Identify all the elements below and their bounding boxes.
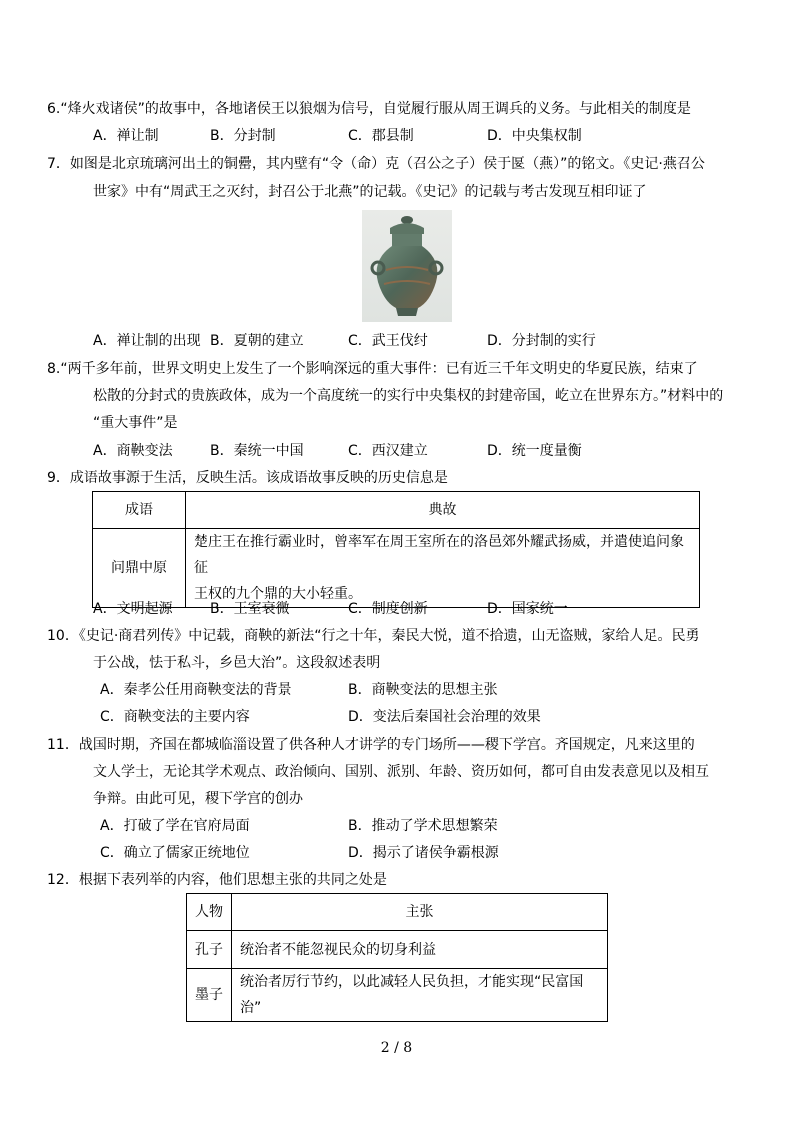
q8-option-d: D．统一度量衡 — [487, 443, 582, 459]
q7-stem-line1: 7．如图是北京琉璃河出土的铜罍，其内壁有“令（命）克（召公之子）侯于匽（燕）”的铭文。《史记·燕召公 — [47, 156, 705, 172]
q9-stem: 9．成语故事源于生活，反映生活。该成语故事反映的历史信息是 — [47, 470, 448, 486]
q8-option-c: C．西汉建立 — [348, 443, 428, 459]
q11-option-d: D．揭示了诸侯争霸根源 — [348, 845, 499, 861]
q7-option-a: A．禅让制的出现 — [93, 333, 201, 349]
q8-stem-line2: 松散的分封式的贵族政体，成为一个高度统一的实行中央集权的封建帝国，屹立在世界东方。”材料中的 — [93, 388, 724, 404]
q10-stem-line1: 10．《史记·商君列传》中记载，商鞅的新法“行之十年，秦民大悦，道不拾遗，山无盗贼，家给人足。民勇 — [47, 628, 700, 644]
q6-option-d: D．中央集权制 — [487, 128, 582, 144]
q8-stem-line1: 8.“两千多年前，世界文明史上发生了一个影响深远的重大事件：已有近三千年文明史的华夏民族，结束了 — [47, 361, 698, 377]
q6-option-b: B．分封制 — [210, 128, 276, 144]
q6-stem: 6.“烽火戏诸侯”的故事中，各地诸侯王以狼烟为信号，自觉履行服从周王调兵的义务。与此相关的制度是 — [47, 101, 691, 117]
bronze-lei-image — [362, 210, 452, 322]
q12-header-person: 人物 — [187, 894, 232, 931]
q8-option-a: A．商鞅变法 — [93, 443, 173, 459]
q11-stem-line3: 争辩。由此可见，稷下学宫的创办 — [93, 791, 303, 807]
q11-option-c: C．确立了儒家正统地位 — [100, 845, 250, 861]
q9-header-idiom: 成语 — [93, 492, 186, 529]
q9-idiom-table — [92, 491, 700, 608]
bronze-vessel-icon — [362, 210, 452, 322]
q10-stem-line2: 于公战，怯于私斗，乡邑大治”。这段叙述表明 — [93, 655, 381, 671]
q12-idea-confucius: 统治者不能忽视民众的切身利益 — [232, 931, 608, 969]
q9-idiom-cell: 问鼎中原 — [93, 529, 186, 608]
q12-header-idea: 主张 — [232, 894, 608, 931]
q7-option-c: C．武王伐纣 — [348, 333, 428, 349]
q9-option-c: C．制度创新 — [348, 601, 428, 617]
q11-option-b: B．推动了学术思想繁荣 — [348, 818, 498, 834]
q9-option-a: A．文明起源 — [93, 601, 173, 617]
q12-person-confucius: 孔子 — [187, 931, 232, 969]
q10-option-a: A．秦孝公任用商鞅变法的背景 — [100, 682, 292, 698]
q12-stem: 12．根据下表列举的内容，他们思想主张的共同之处是 — [47, 872, 387, 888]
page-number: 2 / 8 — [380, 1040, 413, 1056]
q7-option-b: B．夏朝的建立 — [210, 333, 304, 349]
q10-option-b: B．商鞅变法的思想主张 — [348, 682, 498, 698]
q7-option-d: D．分封制的实行 — [487, 333, 596, 349]
q12-thinkers-table — [186, 893, 608, 1022]
q9-header-story: 典故 — [186, 492, 700, 529]
q6-option-a: A．禅让制 — [93, 128, 159, 144]
q12-idea-mozi: 统治者厉行节约，以此减轻人民负担，才能实现“民富国治” — [232, 969, 608, 1022]
q7-stem-line2: 世家》中有“周武王之灭纣，封召公于北燕”的记载。《史记》的记载与考古发现互相印证了 — [93, 184, 647, 200]
q10-option-c: C．商鞅变法的主要内容 — [100, 709, 250, 725]
q9-option-d: D．国家统一 — [487, 601, 568, 617]
q9-story-line1: 楚庄王在推行霸业时，曾率军在周王室所在的洛邑郊外耀武扬威，并遣使追问象征 — [194, 534, 684, 576]
q11-stem-line1: 11．战国时期，齐国在都城临淄设置了供各种人才讲学的专门场所——稷下学宫。齐国规定，凡来这里的 — [47, 737, 695, 753]
q8-option-b: B．秦统一中国 — [210, 443, 304, 459]
q10-option-d: D．变法后秦国社会治理的效果 — [348, 709, 541, 725]
q12-person-mozi: 墨子 — [187, 969, 232, 1022]
q11-option-a: A．打破了学在官府局面 — [100, 818, 250, 834]
q9-story-line2: 王权的九个鼎的大小轻重。 — [194, 586, 362, 602]
q8-stem-line3: “重大事件”是 — [93, 415, 178, 431]
q9-option-b: B．王室衰微 — [210, 601, 290, 617]
q6-option-c: C．郡县制 — [348, 128, 414, 144]
q9-story-cell — [186, 529, 700, 608]
q11-stem-line2: 文人学士，无论其学术观点、政治倾向、国别、派别、年龄、资历如何，都可自由发表意见以及相互 — [93, 764, 709, 780]
